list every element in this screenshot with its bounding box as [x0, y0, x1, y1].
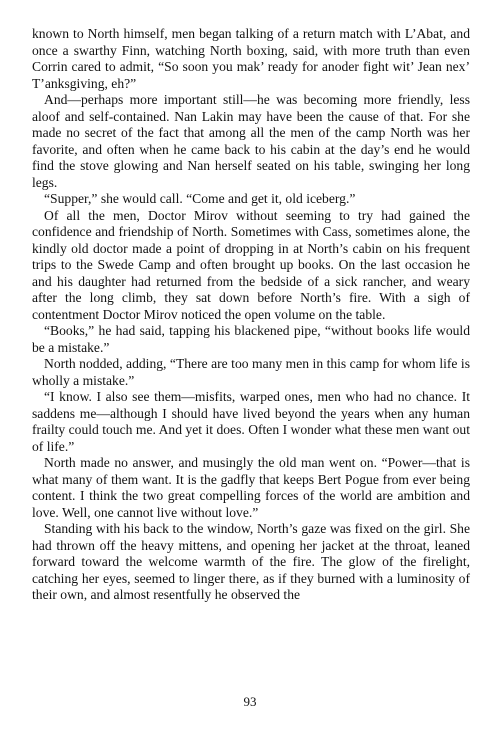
paragraph: “Supper,” she would call. “Come and get it, old iceberg.”	[44, 191, 356, 206]
paragraph: “Books,” he had said, tapping his blackened pipe, “without books life would be a mistake.”	[32, 323, 470, 355]
paragraph: Of all the men, Doctor Mirov without seeming to try had gained the confidence and friendship of North. Sometimes with Cass, sometimes alone, the kindly old doctor made a point of dropping in at North’s cabin on his frequent trips to the Swede Camp and often brought up books. On the last occasion he and his daughter had returned from the bedside of a sick rancher, and weary after the long climb, they sat down before North’s fire. With a sigh of contentment Doctor Mirov noticed the open volume on the table.	[32, 207, 470, 322]
paragraph: “I know. I also see them—misfits, warped ones, men who had no chance. It saddens me—although I should have lived beyond the years when any human frailty could touch me. And yet it does. Often I wonder what these men want out of life.”	[32, 389, 470, 454]
body-text	[32, 26, 470, 604]
paragraph: North made no answer, and musingly the old man went on. “Power—that is what many of them want. It is the gadfly that keeps Bert Pogue from ever being content. I think the two great compelling forces of the world are ambition and love. Well, one cannot live without love.”	[32, 455, 470, 520]
paragraph: North nodded, adding, “There are too many men in this camp for whom life is wholly a mistake.”	[32, 356, 470, 388]
paragraph: And—perhaps more important still—he was becoming more friendly, less aloof and self-contained. Nan Lakin may have been the cause of that. For she made no secret of the fact that among all the men of the camp North was her favorite, and often when he came back to his cabin at the day’s end he would find the stove glowing and Nan herself seated on his table, swinging her long legs.	[32, 92, 470, 190]
paragraph: Standing with his back to the window, North’s gaze was fixed on the girl. She had thrown off the heavy mittens, and opening her jacket at the throat, leaned forward toward the welcome warmth of the fire. The glow of the firelight, catching her eyes, seemed to linger there, as if they burned with a luminosity of their own, and almost resentfully he observed the	[32, 521, 470, 602]
page-number: 93	[243, 694, 257, 709]
paragraph-continuation: known to North himself, men began talking of a return match with L’Abat, and once a swarthy Finn, watching North boxing, said, with more truth than even Corrin cared to admit, “So soon you mak’ ready for anoder fight wit’ Jean nex’ T’anksgiving, eh?”	[32, 26, 470, 91]
